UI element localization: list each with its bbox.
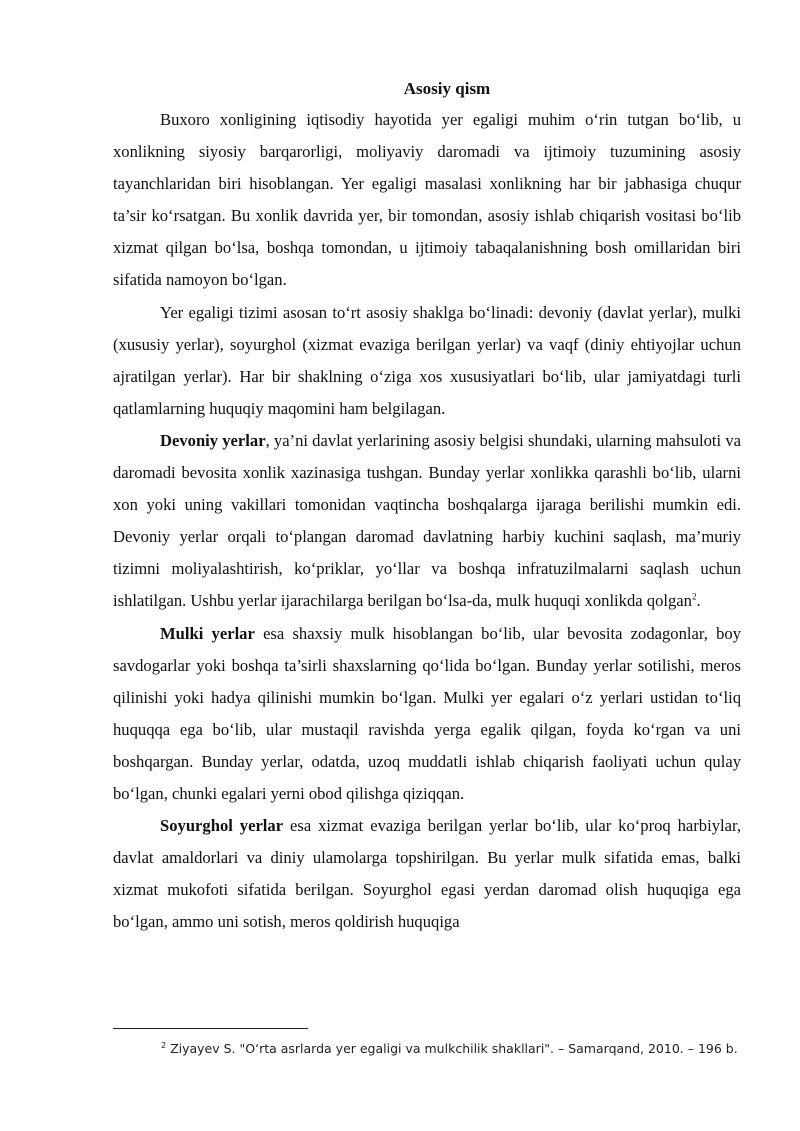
footnote-marker: 2 bbox=[161, 1040, 167, 1050]
paragraph-mulki bbox=[113, 618, 741, 811]
term-mulki: Mulki yerlar bbox=[160, 623, 255, 643]
paragraph-soyurghol-text: esa xizmat evaziga berilgan yerlar bo‘lib, ular ko‘proq harbiylar, davlat amaldorlari va diniy ulamolarga topshirilgan. Bu yerlar mulk sifatida emas, balki xizmat mukofoti sifatida berilgan. Soyurghol egasi yerdan daromad olish huquqiga ega bo‘lgan, ammo uni sotish, meros qoldirish huquqiga bbox=[113, 816, 741, 932]
footnote bbox=[161, 1041, 741, 1057]
section-title: Asosiy qism bbox=[403, 79, 491, 98]
term-devoniy: Devoniy yerlar bbox=[160, 430, 266, 450]
paragraph-devoniy bbox=[113, 425, 741, 618]
paragraph-soyurghol bbox=[113, 810, 741, 938]
document-page bbox=[113, 74, 741, 938]
paragraph-intro: Buxoro xonligining iqtisodiy hayotida yer egaligi muhim o‘rin tutgan bo‘lib, u xonlikning siyosiy barqarorligi, moliyaviy daromadi va ijtimoiy tuzumining asosiy tayanchlaridan biri hisoblangan. Yer egaligi masalasi xonlikning har bir jabhasiga chuqur ta’sir ko‘rsatgan. Bu xonlik davrida yer, bir tomondan, asosiy ishlab chiqarish vositasi bo‘lib xizmat qilgan bo‘lsa, boshqa tomondan, u ijtimoiy tabaqalanishning bosh omillaridan biri sifatida namoyon bo‘lgan. bbox=[113, 110, 741, 290]
paragraph-land-types: Yer egaligi tizimi asosan to‘rt asosiy shaklga bo‘linadi: devoniy (davlat yerlar), mulki (xususiy yerlar), soyurghol (xizmat evaziga berilgan yerlar) va vaqf (diniy ehtiyojlar uchun ajratilgan yerlar). Har bir shaklning o‘ziga xos xususiyatlari bo‘lib, ular jamiyatdagi turli qatlamlarning huquqiy maqomini ham belgilagan. bbox=[113, 302, 741, 418]
paragraph-devoniy-end: . bbox=[696, 591, 701, 611]
footnote-reference[interactable]: 2 bbox=[691, 591, 697, 602]
footnote-divider bbox=[113, 1028, 308, 1029]
paragraph-devoniy-text: , ya’ni davlat yerlarining asosiy belgisi shundaki, ularning mahsuloti va daromadi bevosita xonlik xazinasiga tushgan. Bunday yerlar xonlikka qarashli bo‘lib, ularni xon yoki uning vakillari tomonidan vaqtincha boshqalarga ijaraga berilishi mumkin edi. Devoniy yerlar orqali to‘plangan daromad davlatning harbiy kuchini saqlash, ma’muriy tizimni moliyalashtirish, ko‘priklar, yo‘llar va boshqa infratuzilmalarni saqlash uchun ishlatilgan. Ushbu yerlar ijarachilarga berilgan bo‘lsa-da, mulk huquqi xonlikda qolgan bbox=[113, 430, 741, 611]
term-soyurghol: Soyurghol yerlar bbox=[160, 816, 284, 836]
paragraph-mulki-text: esa shaxsiy mulk hisoblangan bo‘lib, ular bevosita zodagonlar, boy savdogarlar yoki boshqa ta’sirli shaxslarning qo‘lida bo‘lgan. Bunday yerlar sotilishi, meros qilinishi yoki hadya qilinishi mumkin bo‘lgan. Mulki yer egalari o‘z yerlari ustidan to‘liq huquqqa ega bo‘lib, ular mustaqil ravishda yerga egalik qilgan, foyda ko‘rgan va uni boshqargan. Bunday yerlar, odatda, uzoq muddatli ishlab chiqarish faoliyati uchun qulay bo‘lgan, chunki egalari yerni obod qilishga qiziqqan. bbox=[113, 623, 741, 803]
footnote-text: Ziyayev S. "O‘rta asrlarda yer egaligi va mulkchilik shakllari". – Samarqand, 2010. – 196 b. bbox=[166, 1041, 738, 1056]
